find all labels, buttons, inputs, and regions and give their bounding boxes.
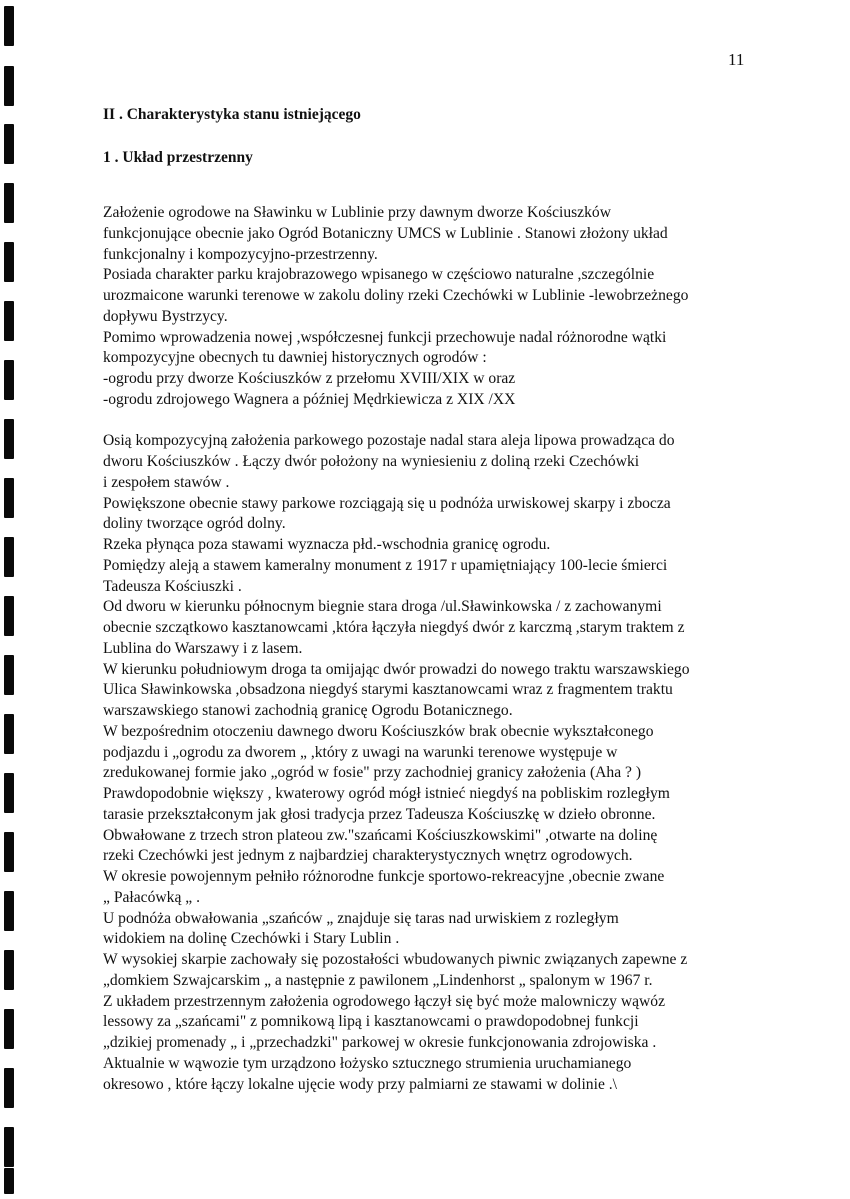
text-line: widokiem na dolinę Czechówki i Stary Lublin .	[103, 930, 400, 948]
text-line: „ Pałacówką „ .	[103, 888, 200, 906]
text-line: rzeki Czechówki jest jednym z najbardziej charakterystycznych wnętrz ogrodowych.	[103, 847, 633, 865]
paragraph-gap	[103, 411, 763, 432]
text-line: W kierunku południowym droga ta omijając dwór prowadzi do nowego traktu warszawskiego	[103, 660, 690, 678]
text-line: tarasie przekształconym jak głosi tradycja przez Tadeusza Kościuszkę w dzieło obronne.	[103, 805, 656, 823]
text-line: dopływu Bystrzycy.	[103, 307, 228, 325]
binding-mark	[4, 1168, 14, 1194]
binding-mark	[4, 714, 14, 754]
binding-mark	[4, 124, 14, 164]
binding-mark	[4, 1009, 14, 1049]
binding-mark	[4, 1068, 14, 1108]
text-line: kompozycyjne obecnych tu dawniej historycznych ogrodów :	[103, 349, 487, 367]
text-line: Posiada charakter parku krajobrazowego wpisanego w częściowo naturalne ,szczególnie	[103, 266, 655, 284]
subsection-heading: 1 . Układ przestrzenny	[103, 149, 253, 166]
paragraph-1	[103, 203, 763, 411]
page-number: 11	[728, 50, 745, 69]
text-line: Osią kompozycyjną założenia parkowego pozostaje nadal stara aleja lipowa prowadząca do	[103, 432, 675, 450]
binding-mark	[4, 183, 14, 223]
text-line: W bezpośrednim otoczeniu dawnego dworu Kościuszków brak obecnie wykształconego	[103, 722, 654, 740]
binding-mark	[4, 655, 14, 695]
binding-mark	[4, 537, 14, 577]
text-line: zredukowanej formie jako „ogród w fosie" przy zachodniej granicy założenia (Aha ? )	[103, 764, 642, 782]
text-line: „domkiem Szwajcarskim „ a następnie z pawilonem „Lindenhorst „ spalonym w 1967 r.	[103, 971, 653, 989]
text-line: Obwałowane z trzech stron plateou zw."szańcami Kościuszkowskimi" ,otwarte na dolinę	[103, 826, 658, 844]
binding-mark	[4, 596, 14, 636]
text-line: i zespołem stawów .	[103, 473, 230, 491]
text-line: -ogrodu przy dworze Kościuszków z przełomu XVIII/XIX w oraz	[103, 370, 516, 387]
text-line: dworu Kościuszków . Łączy dwór położony na wyniesieniu z doliną rzeki Czechówki	[103, 453, 640, 470]
text-line: okresowo , które łączy lokalne ujęcie wody przy palmiarni ze stawami w dolinie .\	[103, 1075, 617, 1093]
text-line: U podnóża obwałowania „szańców „ znajduje się taras nad urwiskiem z rozległym	[103, 909, 619, 927]
binding-mark	[4, 1127, 14, 1167]
paragraph-2	[103, 431, 763, 1095]
text-line: obecnie szczątkowo kasztanowcami ,która łączyła niegdyś dwór z karczmą ,starym traktem z	[103, 619, 685, 636]
binding-mark	[4, 360, 14, 400]
binding-mark	[4, 773, 14, 813]
text-line: podjazdu i „ogrodu za dworem „ ,który z uwagi na warunki terenowe występuje w	[103, 743, 618, 761]
text-line: funkcjonalny i kompozycyjno-przestrzenny.	[103, 245, 378, 263]
text-line: Lublina do Warszawy i z lasem.	[103, 639, 303, 657]
binding-mark	[4, 6, 14, 46]
text-line: Ulica Sławinkowska ,obsadzona niegdyś starymi kasztanowcami wraz z fragmentem traktu	[103, 681, 673, 699]
text-line: Rzeka płynąca poza stawami wyznacza płd.-wschodnia granicę ogrodu.	[103, 536, 551, 553]
text-line: warszawskiego stanowi zachodnią granicę Ogrodu Botanicznego.	[103, 702, 513, 719]
binding-mark	[4, 891, 14, 931]
text-line: funkcjonujące obecnie jako Ogród Botaniczny UMCS w Lublinie . Stanowi złożony układ	[103, 224, 668, 242]
text-line: Od dworu w kierunku północnym biegnie stara droga /ul.Sławinkowska / z zachowanymi	[103, 598, 662, 616]
text-line: Prawdopodobnie większy , kwaterowy ogród mógł istnieć niegdyś na pobliskim rozległym	[103, 785, 670, 802]
binding-mark	[4, 242, 14, 282]
binding-mark	[4, 478, 14, 518]
text-line: Tadeusza Kościuszki .	[103, 577, 242, 595]
text-line: Pomimo wprowadzenia nowej ,współczesnej funkcji przechowuje nadal różnorodne wątki	[103, 328, 667, 346]
text-line: -ogrodu zdrojowego Wagnera a później Mędrkiewicza z XIX /XX	[103, 390, 516, 408]
text-line: Aktualnie w wąwozie tym urządzono łożysko sztucznego strumienia uruchamianego	[103, 1054, 632, 1072]
body-text	[103, 203, 763, 1095]
text-line: W okresie powojennym pełniło różnorodne funkcje sportowo-rekreacyjne ,obecnie zwane	[103, 868, 665, 885]
text-line: Pomiędzy aleją a stawem kameralny monument z 1917 r upamiętniający 100-lecie śmierci	[103, 556, 668, 574]
text-line: „dzikiej promenady „ i „przechadzki" parkowej w okresie funkcjonowania zdrojowiska .	[103, 1034, 657, 1051]
section-heading: II . Charakterystyka stanu istniejącego	[103, 106, 361, 123]
text-line: Założenie ogrodowe na Sławinku w Lublinie przy dawnym dworze Kościuszków	[103, 204, 611, 221]
text-line: Powiększone obecnie stawy parkowe rozciągają się u podnóża urwiskowej skarpy i zbocza	[103, 494, 671, 512]
text-line: doliny tworzące ogród dolny.	[103, 515, 286, 533]
binding-mark	[4, 832, 14, 872]
text-line: W wysokiej skarpie zachowały się pozostałości wbudowanych piwnic związanych zapewne z	[103, 951, 688, 968]
binding-mark	[4, 301, 14, 341]
text-line: Z układem przestrzennym założenia ogrodowego łączył się być może malowniczy wąwóz	[103, 992, 666, 1010]
text-line: lessowy za „szańcami" z pomnikową lipą i kasztanowcami o prawdopodobnej funkcji	[103, 1013, 639, 1031]
binding-mark	[4, 950, 14, 990]
text-line: urozmaicone warunki terenowe w zakolu doliny rzeki Czechówki w Lublinie -lewobrzeżnego	[103, 287, 689, 304]
binding-mark	[4, 66, 14, 106]
binding-mark	[4, 419, 14, 459]
